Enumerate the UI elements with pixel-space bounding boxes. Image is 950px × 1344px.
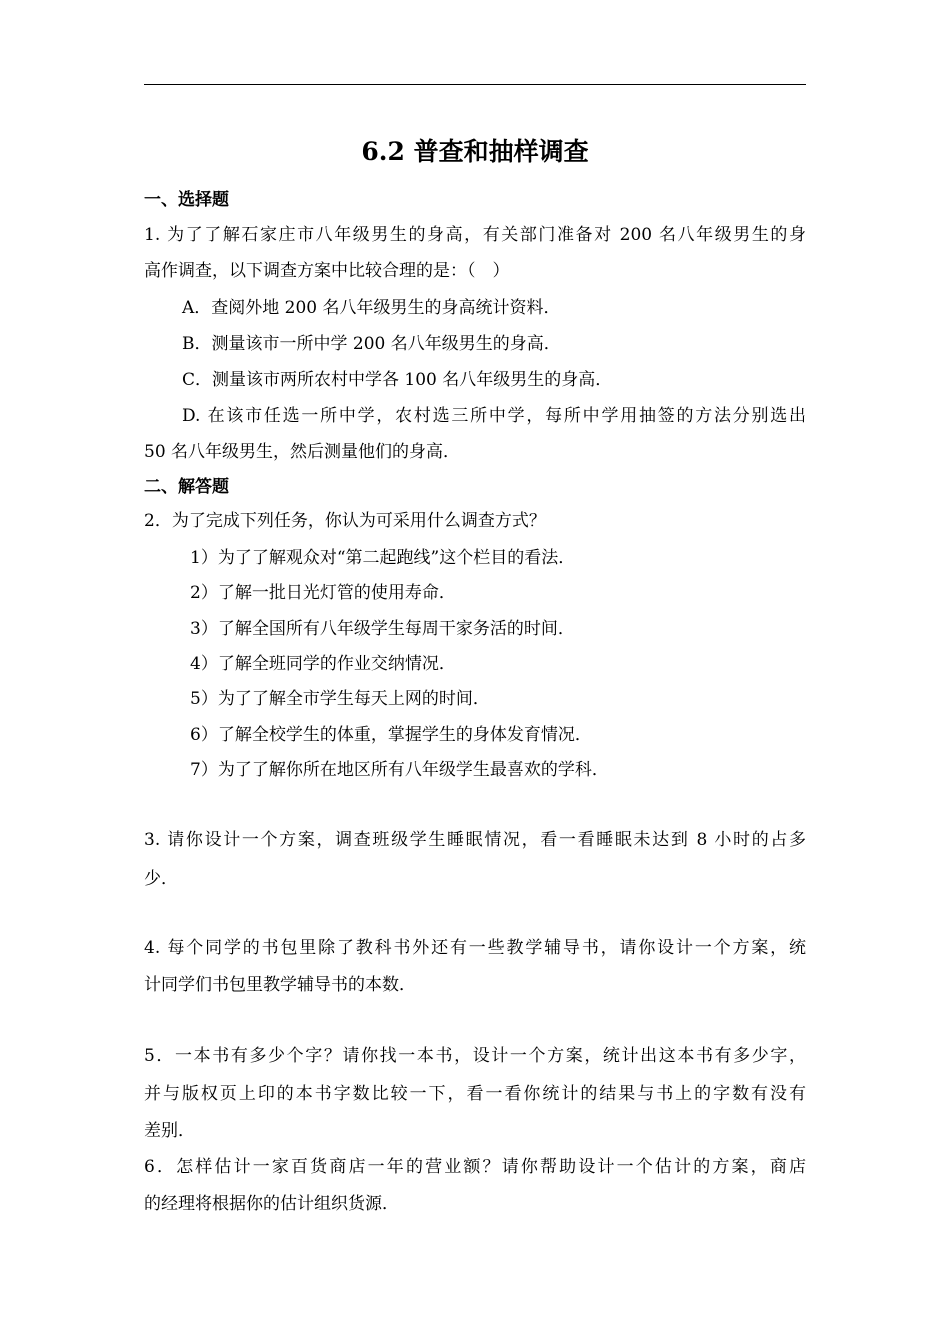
q1-option-d-line1: D. 在该市任选一所中学，农村选三所中学，每所中学用抽签的方法分别选出 xyxy=(182,406,806,426)
q2-stem: 2．为了完成下列任务，你认为可采用什么调查方式？ xyxy=(144,511,546,531)
q2-item: 7）为了了解你所在地区所有八年级学生最喜欢的学科． xyxy=(190,760,609,780)
q1-stem-line2: 高作调查，以下调查方案中比较合理的是：（ ） xyxy=(144,261,510,281)
q1-option-a: A．查阅外地 200 名八年级男生的身高统计资料． xyxy=(182,298,561,318)
q2-item: 4）了解全班同学的作业交纳情况． xyxy=(190,654,456,674)
q2-item: 6）了解全校学生的体重，掌握学生的身体发育情况． xyxy=(190,725,592,745)
q6-line1: 6．怎样估计一家百货商店一年的营业额？请你帮助设计一个估计的方案，商店 xyxy=(144,1157,806,1177)
q6-line2: 的经理将根据你的估计组织货源． xyxy=(144,1194,399,1214)
q5-line2: 并与版权页上印的本书字数比较一下，看一看你统计的结果与书上的字数有没有 xyxy=(144,1084,806,1104)
q3-line1: 3. 请你设计一个方案，调查班级学生睡眠情况，看一看睡眠未达到 8 小时的占多 xyxy=(144,830,806,850)
q4-line1: 4. 每个同学的书包里除了教科书外还有一些教学辅导书，请你设计一个方案，统 xyxy=(144,938,806,958)
q2-item: 2）了解一批日光灯管的使用寿命． xyxy=(190,583,456,603)
section-heading-choice: 一、选择题 xyxy=(144,190,229,210)
q1-stem-line1: 1. 为了了解石家庄市八年级男生的身高，有关部门准备对 200 名八年级男生的身 xyxy=(144,225,806,245)
q2-item: 1）为了了解观众对“第二起跑线”这个栏目的看法． xyxy=(190,548,576,568)
q1-option-b: B．测量该市一所中学 200 名八年级男生的身高． xyxy=(182,334,561,354)
q5-line1: 5．一本书有多少个字？请你找一本书，设计一个方案，统计出这本书有多少字， xyxy=(144,1046,806,1066)
page-title: 6.2 普查和抽样调查 xyxy=(361,137,589,166)
q4-line2: 计同学们书包里教学辅导书的本数． xyxy=(144,975,416,995)
q2-item: 5）为了了解全市学生每天上网的时间． xyxy=(190,689,490,709)
q1-option-c: C．测量该市两所农村中学各 100 名八年级男生的身高． xyxy=(182,370,613,390)
q5-line3: 差别． xyxy=(144,1121,195,1141)
q1-option-d-line2: 50 名八年级男生，然后测量他们的身高． xyxy=(144,442,461,462)
q2-item: 3）了解全国所有八年级学生每周干家务活的时间． xyxy=(190,619,575,639)
section-heading-answer: 二、解答题 xyxy=(144,477,229,497)
header-rule xyxy=(144,84,806,85)
q3-line2: 少． xyxy=(144,869,178,889)
